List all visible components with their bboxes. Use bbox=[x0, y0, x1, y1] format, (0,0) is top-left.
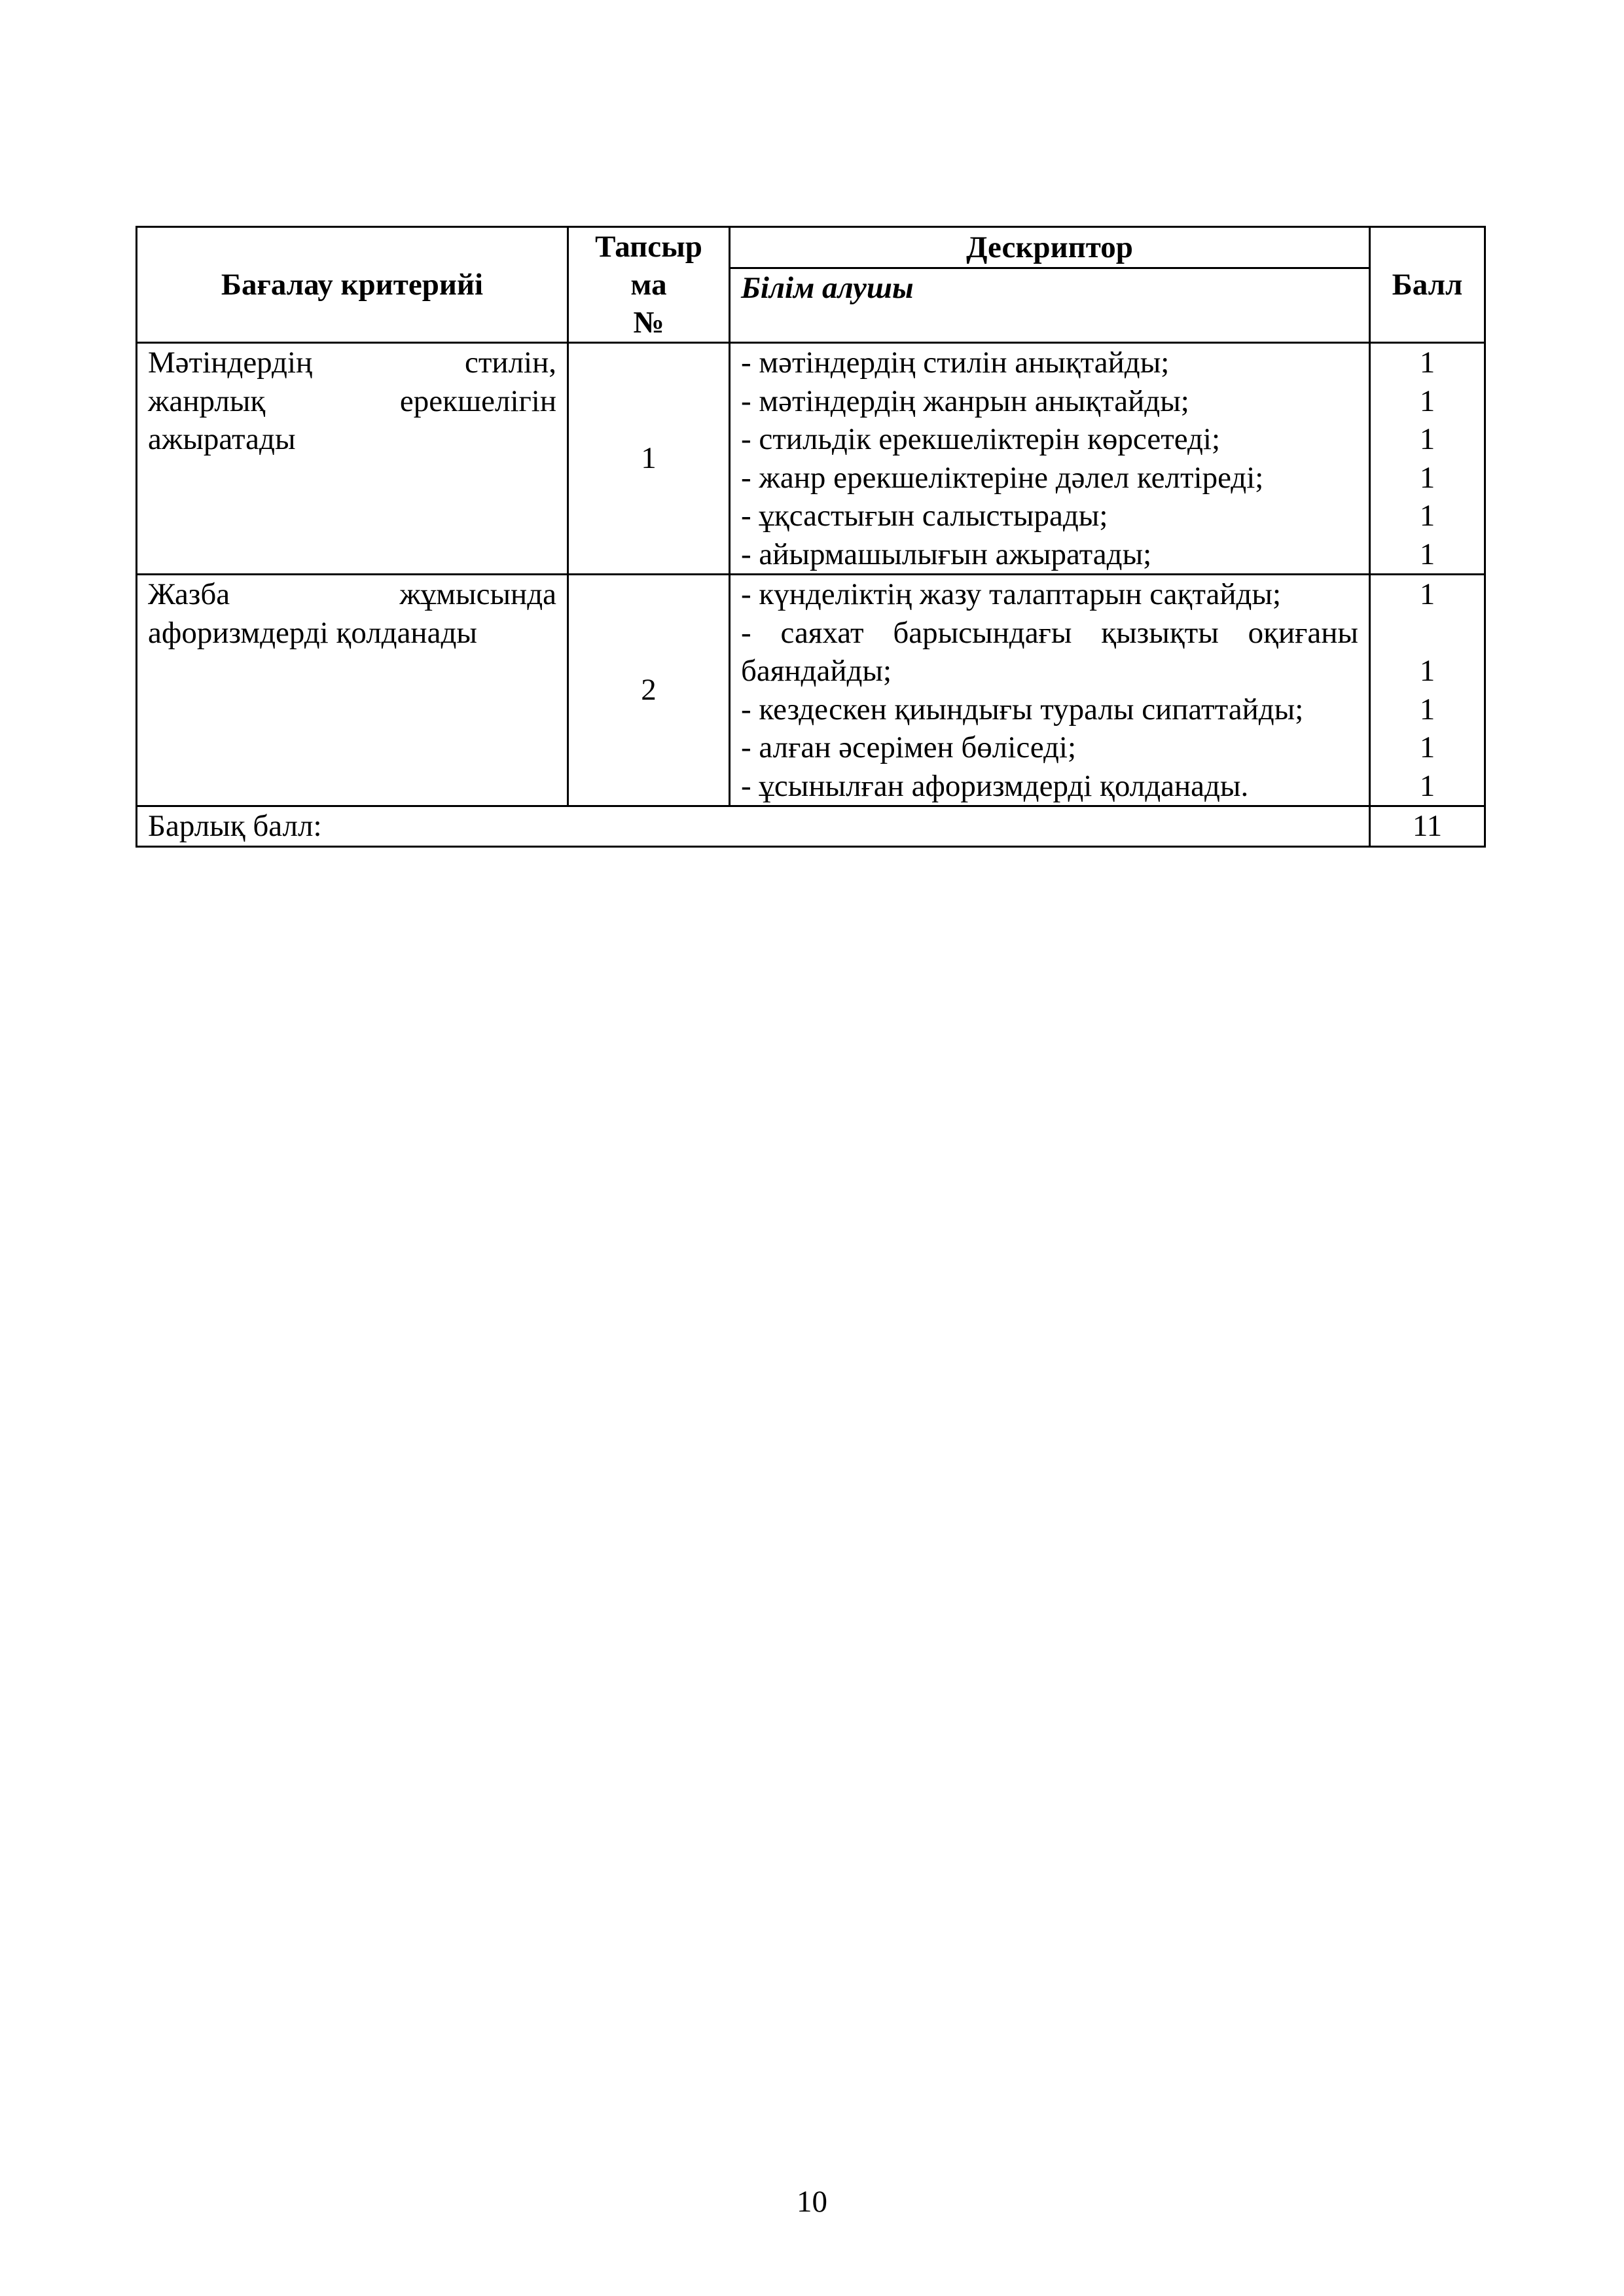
header-score: Балл bbox=[1370, 227, 1485, 343]
score-value: 1 bbox=[1419, 768, 1435, 803]
descriptor-line: - айырмашылығын ажыратады; bbox=[741, 537, 1152, 571]
descriptor-line: - алған әсерімен бөліседі; bbox=[741, 730, 1077, 764]
score-cell bbox=[1370, 343, 1485, 575]
score-value: 1 bbox=[1419, 692, 1435, 726]
criterion-cell bbox=[137, 575, 568, 806]
score-value: 1 bbox=[1419, 422, 1435, 456]
header-task-line-2: ма bbox=[630, 268, 667, 302]
descriptor-line: баяндайды; bbox=[741, 654, 892, 688]
descriptor-cell bbox=[730, 575, 1370, 806]
header-descriptor: Дескриптор bbox=[730, 227, 1370, 268]
criterion-line: Мәтіндердің стилін, bbox=[148, 346, 556, 380]
header-task-number bbox=[568, 227, 730, 343]
score-value bbox=[1381, 614, 1473, 653]
descriptor-line: - ұқсастығын салыстырады; bbox=[741, 499, 1108, 533]
header-criterion: Бағалау критерийі bbox=[137, 227, 568, 343]
criterion-cell bbox=[137, 343, 568, 575]
assessment-table bbox=[135, 226, 1486, 848]
score-value: 1 bbox=[1419, 654, 1435, 688]
score-value: 1 bbox=[1419, 537, 1435, 571]
descriptor-cell bbox=[730, 343, 1370, 575]
descriptor-line: - мәтіндердің стилін анықтайды; bbox=[741, 346, 1170, 380]
descriptor-line: - кездескен қиындығы туралы сипаттайды; bbox=[741, 692, 1304, 726]
descriptor-line: - саяхат барысындағы қызықты оқиғаны bbox=[741, 615, 1358, 650]
table-row bbox=[137, 343, 1485, 575]
criterion-line: ажыратады bbox=[148, 422, 296, 456]
descriptor-line: - стильдік ерекшеліктерін көрсетеді; bbox=[741, 422, 1221, 456]
header-task-line-1: Тапсыр bbox=[595, 230, 702, 264]
header-task-line-3: № bbox=[633, 306, 664, 340]
criterion-line: афоризмдерді қолданады bbox=[148, 615, 477, 650]
score-value: 1 bbox=[1419, 460, 1435, 495]
score-value: 1 bbox=[1419, 730, 1435, 764]
task-number-cell: 1 bbox=[568, 343, 730, 575]
table-row bbox=[137, 575, 1485, 806]
table-header-row bbox=[137, 227, 1485, 268]
score-value: 1 bbox=[1419, 499, 1435, 533]
header-descriptor-sub: Білім алушы bbox=[730, 268, 1370, 342]
page-number: 10 bbox=[797, 2185, 827, 2219]
score-cell bbox=[1370, 575, 1485, 806]
total-value: 11 bbox=[1370, 806, 1485, 847]
task-number-cell: 2 bbox=[568, 575, 730, 806]
descriptor-line: - күнделіктің жазу талаптарын сақтайды; bbox=[741, 577, 1282, 611]
total-label: Барлық балл: bbox=[137, 806, 1370, 847]
total-row bbox=[137, 806, 1485, 847]
score-value: 1 bbox=[1419, 346, 1435, 380]
score-value: 1 bbox=[1419, 577, 1435, 611]
descriptor-line: - мәтіндердің жанрын анықтайды; bbox=[741, 384, 1189, 418]
score-value: 1 bbox=[1419, 384, 1435, 418]
descriptor-line: - жанр ерекшеліктеріне дәлел келтіреді; bbox=[741, 460, 1264, 495]
criterion-line: Жазба жұмысында bbox=[148, 577, 556, 611]
criterion-line: жанрлық ерекшелігін bbox=[148, 384, 556, 418]
descriptor-line: - ұсынылған афоризмдерді қолданады. bbox=[741, 768, 1249, 803]
